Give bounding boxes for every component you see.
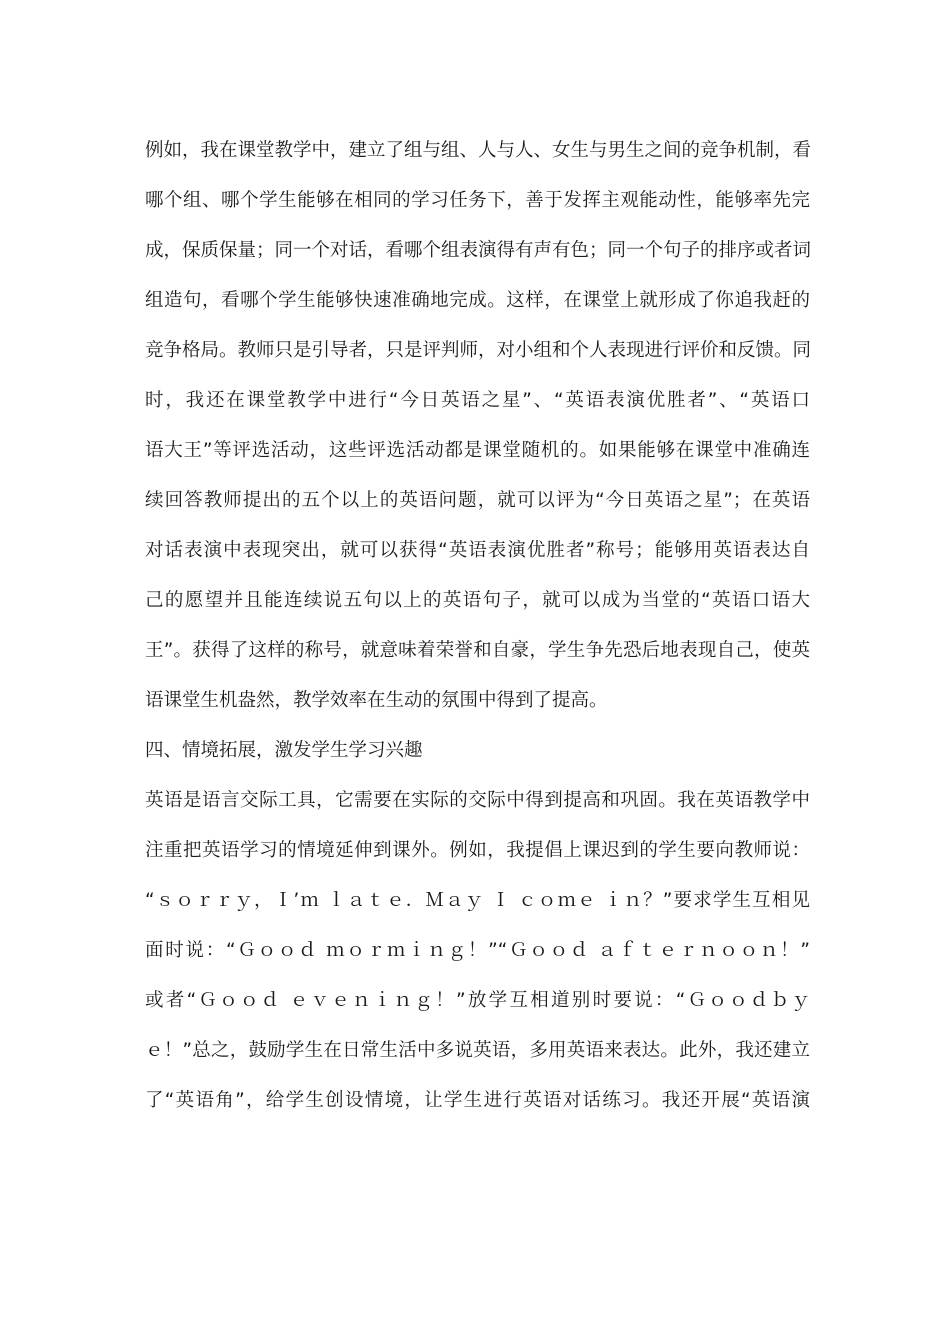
text-line-8: 续回答教师提出的五个以上的英语问题，就可以评为“今日英语之星”；在英语 (145, 490, 810, 511)
text-line-18: 或者“Ｇｏｏｄ ｅｖｅｎｉｎｇ！”放学互相道别时要说：“Ｇｏｏｄｂｙ (145, 990, 810, 1011)
text-line-2: 哪个组、哪个学生能够在相同的学习任务下，善于发挥主观能动性，能够率先完 (145, 190, 810, 211)
text-line-15: 注重把英语学习的情境延伸到课外。例如，我提倡上课迟到的学生要向教师说： (145, 840, 810, 861)
section-heading: 四、情境拓展，激发学生学习兴趣 (145, 740, 423, 761)
text-line-5: 竞争格局。教师只是引导者，只是评判师，对小组和个人表现进行评价和反馈。同 (145, 340, 812, 361)
text-line-4: 组造句，看哪个学生能够快速准确地完成。这样，在课堂上就形成了你追我赶的 (145, 290, 810, 311)
text-line-20: 了“英语角”，给学生创设情境，让学生进行英语对话练习。我还开展“英语演 (145, 1090, 810, 1111)
paragraph-end-line: 语课堂生机盎然，教学效率在生动的氛围中得到了提高。 (145, 690, 608, 711)
body-text (145, 126, 810, 1126)
text-line-6: 时，我还在课堂教学中进行“今日英语之星”、“英语表演优胜者”、“英语口 (145, 390, 810, 411)
text-line-3: 成，保质保量；同一个对话，看哪个组表演得有声有色；同一个句子的排序或者词 (145, 240, 812, 261)
text-line-17: 面时说：“Ｇｏｏｄ ｍｏｒｍｉｎｇ！”“Ｇｏｏｄ ａｆｔｅｒｎｏｏｎ！” (145, 940, 810, 961)
text-line-11: 王”。获得了这样的称号，就意味着荣誉和自豪，学生争先恐后地表现自己，使英 (145, 640, 810, 661)
text-line-1: 例如，我在课堂教学中，建立了组与组、人与人、女生与男生之间的竞争机制，看 (145, 140, 812, 161)
text-line-19: ｅ！”总之，鼓励学生在日常生活中多说英语，多用英语来表达。此外，我还建立 (145, 1040, 810, 1061)
text-line-10: 己的愿望并且能连续说五句以上的英语句子，就可以成为当堂的“英语口语大 (145, 590, 810, 611)
text-line-14: 英语是语言交际工具，它需要在实际的交际中得到提高和巩固。我在英语教学中 (145, 790, 810, 811)
text-line-16: “ｓｏｒｒｙ，Ｉ’ｍ ｌａｔｅ．Ｍａｙ Ｉ ｃｏｍｅ ｉｎ？”要求学生互相见 (145, 890, 810, 911)
text-line-7: 语大王”等评选活动，这些评选活动都是课堂随机的。如果能够在课堂中准确连 (145, 440, 810, 461)
text-line-9: 对话表演中表现突出，就可以获得“英语表演优胜者”称号；能够用英语表达自 (145, 540, 810, 561)
